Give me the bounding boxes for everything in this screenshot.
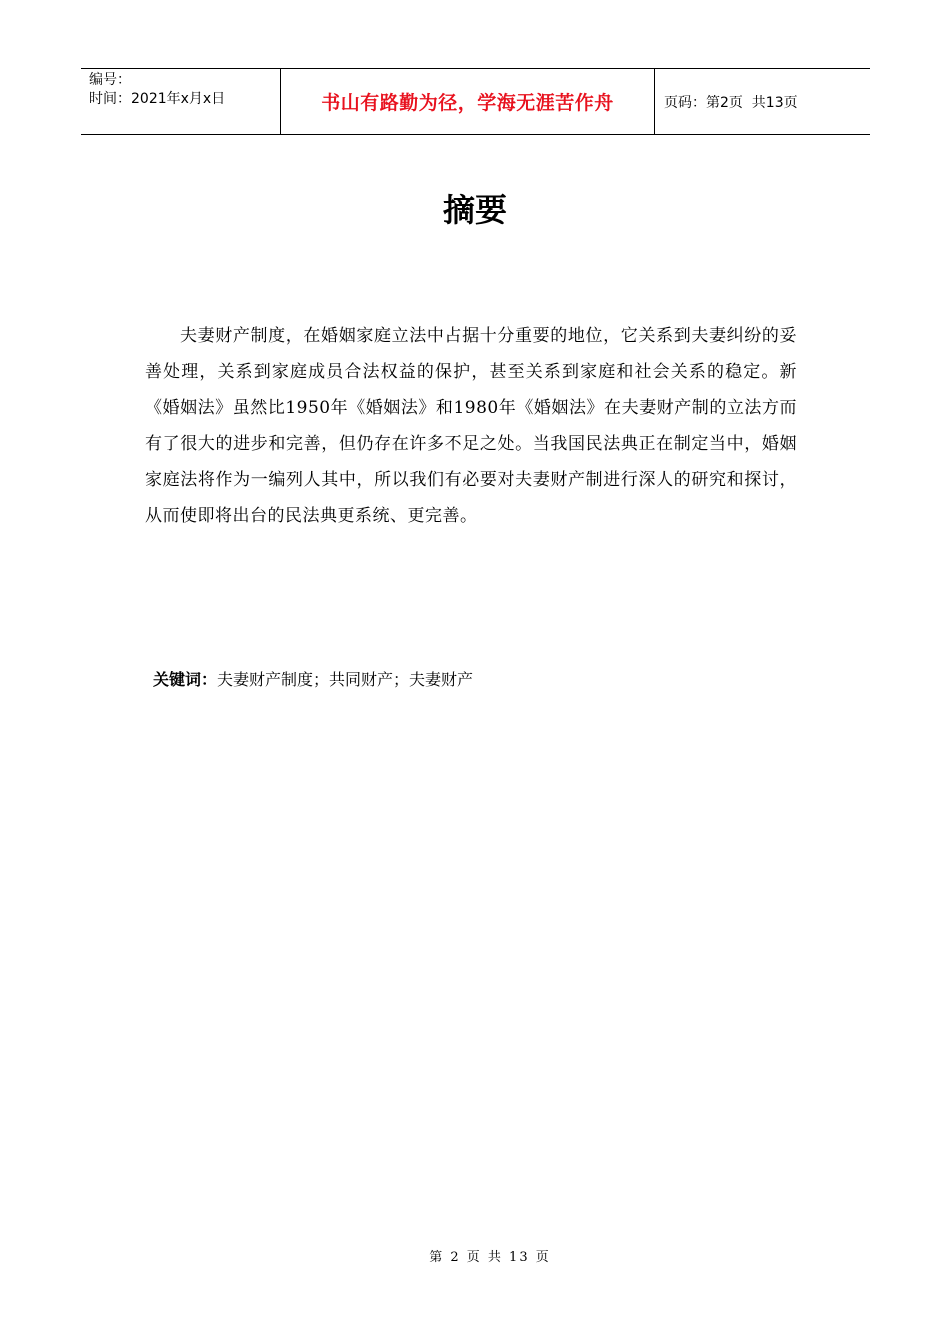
page-footer: 第 2 页 共 13 页: [429, 1250, 551, 1265]
header-motto: 书山有路勤为径，学海无涯苦作舟: [281, 69, 655, 134]
keywords-label: 关键词：: [153, 670, 218, 689]
page-title: 摘要: [442, 191, 507, 229]
keywords-line: [153, 668, 473, 693]
document-number-label: 编号：: [89, 72, 131, 88]
header-meta-cell: [81, 69, 281, 134]
keywords-text: 夫妻财产制度；共同财产；夫妻财产: [217, 670, 474, 689]
abstract-paragraph: 夫妻财产制度，在婚姻家庭立法中占据十分重要的地位，它关系到夫妻纠纷的妥善处理，关系到家庭成员合法权益的保护，甚至关系到家庭和社会关系的稳定。新《婚姻法》虽然比1950年《婚姻法》和1980年《婚姻法》在夫妻财产制的立法方而有了很大的进步和完善，但仍存在许多不足之处。当我国民法典正在制定当中，婚姻家庭法将作为一编列人其中，所以我们有必要对夫妻财产制进行深人的研究和探讨，从而使即将出台的民法典更系统、更完善。: [145, 326, 797, 526]
document-date-label: 时间：2021年x月x日: [89, 91, 226, 107]
header-page-info: 页码：第2页 共13页: [664, 94, 798, 111]
page-header: [81, 68, 870, 135]
